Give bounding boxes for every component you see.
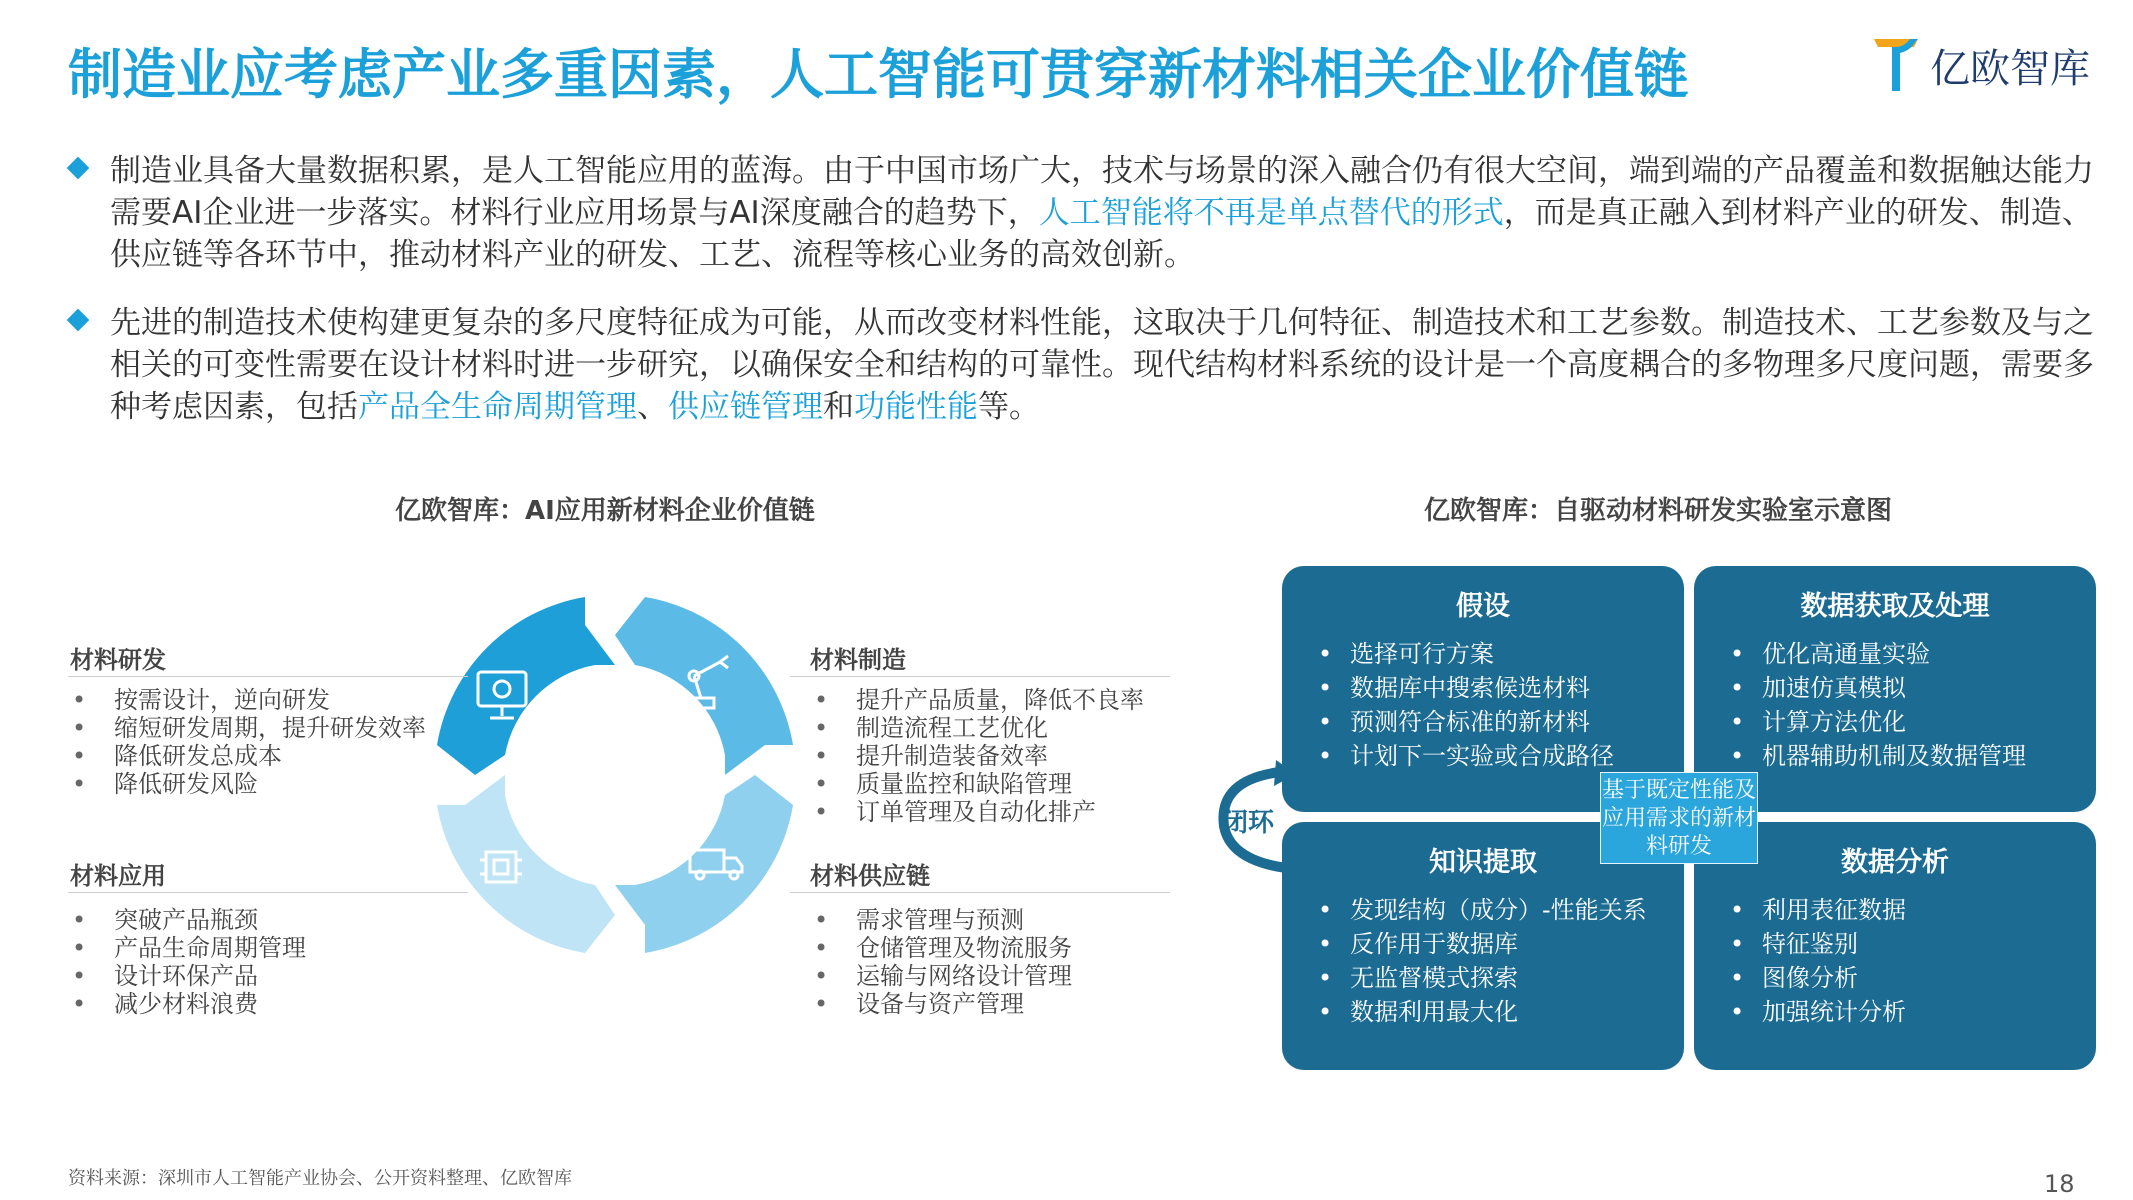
list-item: • 设计环保产品	[70, 962, 306, 990]
section-heading-rd: 材料研发	[70, 646, 166, 674]
logo-text: 亿欧智库	[1930, 45, 2090, 92]
list-item: • 降低研发总成本	[70, 742, 426, 770]
list-item: • 突破产品瓶颈	[70, 906, 306, 934]
bullet-2-text-2: 、	[637, 389, 668, 425]
section-divider	[68, 676, 468, 677]
list-item: • 加强统计分析	[1694, 995, 2096, 1029]
section-list-rd	[70, 686, 426, 798]
section-heading-manufacturing: 材料制造	[810, 646, 906, 674]
left-figure-title: 亿欧智库：AI应用新材料企业价值链	[395, 496, 815, 526]
bullet-2-text-4: 等。	[978, 389, 1040, 425]
right-figure-title: 亿欧智库：自驱动材料研发实验室示意图	[1424, 496, 1893, 526]
list-item: • 降低研发风险	[70, 770, 426, 798]
list-item: • 发现结构（成分）-性能关系	[1282, 893, 1684, 927]
list-item: • 特征鉴别	[1694, 927, 2096, 961]
list-item: • 需求管理与预测	[812, 906, 1072, 934]
logo-mark-icon	[1870, 33, 1922, 97]
loop-label: 闭环	[1222, 808, 1275, 838]
list-item: • 质量监控和缺陷管理	[812, 770, 1144, 798]
section-list-manufacturing	[812, 686, 1144, 826]
bullet-2-text-1: 先进的制造技术使构建更复杂的多尺度特征成为可能，从而改变材料性能，这取决于几何特征、制造技术和工艺参数。制造技术、工艺参数及与之相关的可变性需要在设计材料时进一步研究，以确保安全和结构的可靠性。现代结构材料系统的设计是一个高度耦合的多物理多尺度问题，需要多种考虑因素，包括	[110, 305, 2094, 425]
section-list-supply-chain	[812, 906, 1072, 1018]
box-heading: 假设	[1456, 591, 1510, 622]
list-item: • 提升产品质量，降低不良率	[812, 686, 1144, 714]
list-item: • 计划下一实验或合成路径	[1282, 739, 1684, 773]
page-title: 制造业应考虑产业多重因素，人工智能可贯穿新材料相关企业价值链	[68, 43, 1688, 106]
bullet-2-highlight-3: 功能性能	[854, 389, 978, 425]
list-item: • 提升制造装备效率	[812, 742, 1144, 770]
list-item: • 优化高通量实验	[1694, 637, 2096, 671]
box-heading: 数据分析	[1841, 847, 1949, 878]
list-item: • 仓储管理及物流服务	[812, 934, 1072, 962]
diamond-bullet-icon	[67, 157, 90, 180]
list-item: • 设备与资产管理	[812, 990, 1072, 1018]
bullet-1-text-1: 制造业具备大量数据积累，是人工智能应用的蓝海。由于中国市场广大，技术与场景的深入融合仍有很大空间，端到端的产品覆盖和数据触达能力需要AI企业进一步落实。材料行业应用场景与AI深度融合的趋势下，	[110, 153, 2094, 231]
source-note: 资料来源：深圳市人工智能产业协会、公开资料整理、亿欧智库	[68, 1168, 572, 1189]
section-heading-supply-chain: 材料供应链	[810, 862, 930, 890]
brand-logo	[1870, 30, 2090, 100]
list-item: • 选择可行方案	[1282, 637, 1684, 671]
center-label-box: 基于既定性能及应用需求的新材料研发	[1600, 772, 1758, 864]
section-divider	[790, 676, 1170, 677]
list-item: • 数据利用最大化	[1282, 995, 1684, 1029]
list-item: • 运输与网络设计管理	[812, 962, 1072, 990]
ring-segment-supply	[615, 775, 793, 953]
list-item: • 利用表征数据	[1694, 893, 2096, 927]
list-item: • 反作用于数据库	[1282, 927, 1684, 961]
bullet-2-highlight-1: 产品全生命周期管理	[358, 389, 637, 425]
ring-segment-manufacturing	[615, 597, 793, 775]
section-heading-application: 材料应用	[70, 862, 166, 890]
list-item: • 制造流程工艺优化	[812, 714, 1144, 742]
list-item: • 图像分析	[1694, 961, 2096, 995]
section-divider	[68, 892, 468, 893]
bullet-2-highlight-2: 供应链管理	[668, 389, 823, 425]
list-item: • 减少材料浪费	[70, 990, 306, 1018]
section-list-application	[70, 906, 306, 1018]
section-divider	[790, 892, 1170, 893]
box-heading: 数据获取及处理	[1800, 591, 1990, 622]
ring-segment-application	[437, 775, 615, 953]
list-item: • 机器辅助机制及数据管理	[1694, 739, 2096, 773]
box-heading: 知识提取	[1429, 847, 1537, 878]
list-item: • 计算方法优化	[1694, 705, 2096, 739]
bullet-1-highlight: 人工智能将不再是单点替代的形式	[1038, 195, 1504, 231]
list-item: • 无监督模式探索	[1282, 961, 1684, 995]
list-item: • 产品生命周期管理	[70, 934, 306, 962]
list-item: • 加速仿真模拟	[1694, 671, 2096, 705]
value-chain-ring	[420, 580, 810, 970]
list-item: • 按需设计，逆向研发	[70, 686, 426, 714]
list-item: • 订单管理及自动化排产	[812, 798, 1144, 826]
list-item: • 数据库中搜索候选材料	[1282, 671, 1684, 705]
bullet-paragraph-1	[70, 150, 2100, 276]
bullet-paragraph-2	[70, 302, 2100, 428]
list-item: • 缩短研发周期，提升研发效率	[70, 714, 426, 742]
bullet-1-text-2: ，而是真正融入到材料产业的研发、制造、供应链等各环节中，推动材料产业的研发、工艺、流程等核心业务的高效创新。	[110, 195, 2093, 273]
bullet-2-text-3: 和	[823, 389, 854, 425]
page-number: 18	[2044, 1170, 2075, 1198]
list-item: • 预测符合标准的新材料	[1282, 705, 1684, 739]
diamond-bullet-icon	[67, 309, 90, 332]
